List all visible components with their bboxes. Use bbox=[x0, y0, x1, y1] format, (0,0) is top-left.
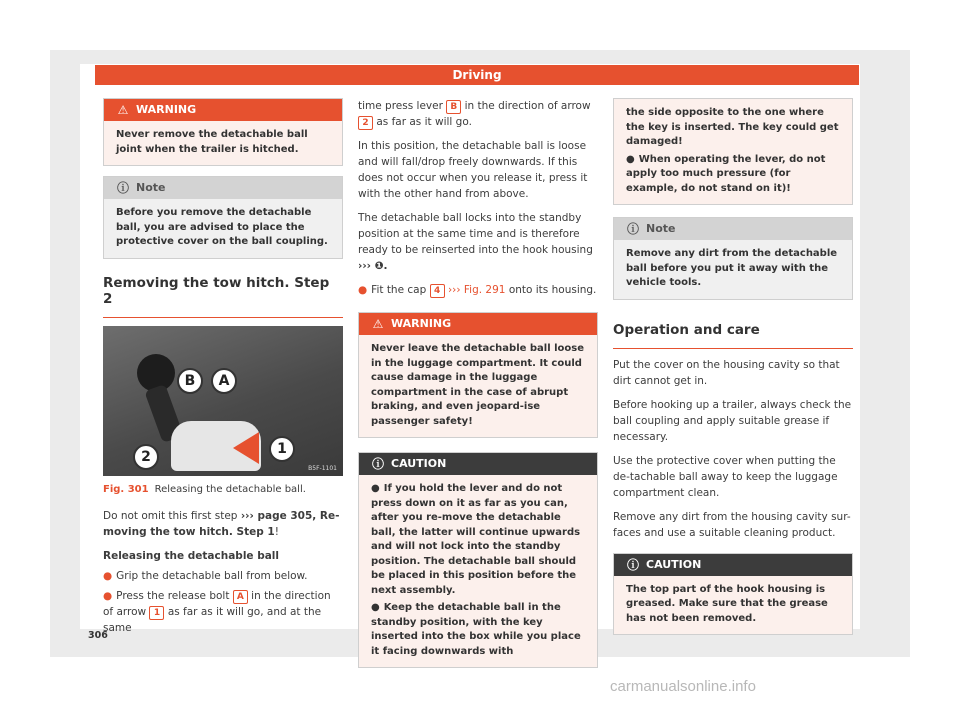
section-header: Driving bbox=[95, 65, 859, 85]
paragraph: Put the cover on the housing cavity so that dirt cannot get in. bbox=[613, 358, 840, 387]
section-heading: Operation and care bbox=[613, 322, 853, 349]
paragraph bbox=[358, 210, 598, 274]
caution-item-text: If you hold the lever and do not press down on it as far as you can, after you re-move the detachable ball, the latter will continue upwards and will not lock into the standby position. The detachable ball should be placed in this position before the next assembly. bbox=[371, 483, 581, 596]
warning-header bbox=[104, 99, 342, 121]
paragraph-text: The detachable ball locks into the standby position at the same time and is therefore ready to be reinserted into the hook housing bbox=[358, 212, 593, 256]
warning-text: Never remove the detachable ball joint when the trailer is hitched. bbox=[116, 129, 308, 155]
caution-item-text: Keep the detachable ball in the standby position, with the key inserted into the box while you place it facing downwards with bbox=[371, 602, 581, 657]
info-icon: ⓘ bbox=[116, 181, 129, 195]
caution-item bbox=[626, 153, 842, 197]
label-badge: A bbox=[233, 590, 248, 604]
bullet-item bbox=[103, 568, 343, 584]
cross-reference-link[interactable]: ››› ❶. bbox=[358, 260, 388, 272]
warning-triangle-icon: ⚠ bbox=[372, 317, 384, 331]
bullet-text: Grip the detachable ball from below. bbox=[116, 569, 308, 582]
paragraph-text: ! bbox=[274, 525, 279, 538]
cross-reference-link[interactable]: ››› Fig. 291 bbox=[447, 284, 506, 296]
caution-text: The top part of the hook housing is greased. Make sure that the grease has not been removed. bbox=[626, 583, 828, 624]
figure-number: Fig. 301 bbox=[103, 483, 149, 495]
cross-reference-link[interactable]: ››› page 305, Re-moving the tow hitch. Step 1 bbox=[103, 509, 340, 538]
bullet-text: Fit the cap bbox=[371, 284, 427, 296]
bullet-item bbox=[103, 588, 343, 636]
column-2 bbox=[358, 98, 598, 678]
caution-item bbox=[371, 601, 587, 659]
figure-label-1: 1 bbox=[269, 436, 295, 462]
caution-title: CAUTION bbox=[391, 457, 447, 470]
paragraph: In this position, the detachable ball is loose and will fall/drop freely downwards. If this does not occur when you release it, press it with the other hand from above. bbox=[358, 140, 588, 200]
bullet-item bbox=[358, 282, 598, 298]
note-header bbox=[614, 218, 852, 240]
caution-circle-icon: ⓘ bbox=[371, 457, 384, 471]
paragraph bbox=[358, 98, 598, 130]
note-box bbox=[103, 176, 343, 259]
bullet-text: Press the release bolt bbox=[116, 589, 230, 602]
paragraph-text: as far as it will go. bbox=[376, 116, 472, 128]
info-icon: ⓘ bbox=[626, 222, 639, 236]
note-title: Note bbox=[136, 181, 166, 194]
figure-image bbox=[103, 326, 343, 476]
caution-body bbox=[614, 99, 852, 204]
note-title: Note bbox=[646, 222, 676, 235]
bullet-text: as far as it will go, and at the same bbox=[103, 605, 322, 634]
note-box bbox=[613, 217, 853, 300]
warning-box bbox=[103, 98, 343, 166]
bullet-icon: ● bbox=[371, 602, 380, 613]
watermark: carmanualsonline.info bbox=[610, 678, 756, 695]
page-number: 306 bbox=[88, 630, 108, 641]
figure-label-2: 2 bbox=[133, 444, 159, 470]
column-3 bbox=[613, 98, 853, 645]
warning-header bbox=[359, 313, 597, 335]
bullet-icon: ● bbox=[103, 589, 113, 602]
caution-header bbox=[614, 554, 852, 576]
figure-caption bbox=[103, 484, 343, 496]
section-heading: Removing the tow hitch. Step 2 bbox=[103, 275, 343, 318]
figure-label-b: B bbox=[177, 368, 203, 394]
bullet-icon: ● bbox=[103, 569, 113, 582]
label-badge: B bbox=[446, 100, 461, 114]
figure-caption-text: Releasing the detachable ball. bbox=[154, 483, 306, 495]
bullet-icon: ● bbox=[358, 284, 368, 296]
paragraph: Before hooking up a trailer, always check the ball coupling and apply suitable grease if necessary. bbox=[613, 398, 852, 443]
caution-box bbox=[358, 452, 598, 668]
paragraph-text: in the direction of arrow bbox=[464, 100, 591, 112]
caution-title: CAUTION bbox=[646, 557, 702, 571]
paragraph: Use the protective cover when putting the de-tachable ball away to keep the luggage compartment clean. bbox=[613, 454, 838, 499]
warning-title: WARNING bbox=[391, 317, 452, 330]
caution-body bbox=[359, 475, 597, 667]
note-header bbox=[104, 177, 342, 199]
paragraph: Remove any dirt from the housing cavity sur-faces and use a suitable cleaning product. bbox=[613, 510, 851, 539]
note-text: Before you remove the detachable ball, you are advised to place the protective cover on the ball coupling. bbox=[116, 207, 328, 247]
caution-box bbox=[613, 553, 853, 636]
label-badge: 4 bbox=[430, 284, 445, 298]
caution-item-text: When operating the lever, do not apply too much pressure (for example, do not stand on it)! bbox=[626, 153, 826, 194]
bullet-icon: ● bbox=[626, 153, 635, 165]
paragraph bbox=[103, 508, 343, 540]
caution-header bbox=[359, 453, 597, 475]
caution-continued-box bbox=[613, 98, 853, 205]
caution-item bbox=[371, 482, 587, 598]
subheading: Releasing the detachable ball bbox=[103, 549, 279, 562]
paragraph-text: time press lever bbox=[358, 100, 443, 112]
label-badge: 2 bbox=[358, 116, 373, 130]
arrow-1-graphic bbox=[233, 432, 259, 464]
note-text: Remove any dirt from the detachable ball before you put it away with the vehicle tools. bbox=[626, 248, 838, 288]
label-badge: 1 bbox=[149, 606, 164, 620]
warning-box bbox=[358, 312, 598, 438]
warning-title: WARNING bbox=[136, 103, 197, 116]
caution-continued-text: the side opposite to the one where the key is inserted. The key could get damaged! bbox=[626, 107, 839, 147]
warning-text: Never leave the detachable ball loose in the luggage compartment. It could cause damage in the luggage compartment in the case of abrupt braking, and even jeopard-ise passenger safety! bbox=[371, 343, 585, 427]
caution-circle-icon: ⓘ bbox=[626, 557, 639, 572]
warning-triangle-icon: ⚠ bbox=[117, 103, 129, 117]
figure-code: B5F-1101 bbox=[308, 464, 337, 472]
bullet-text: in the direction of arrow bbox=[103, 589, 331, 618]
column-1 bbox=[103, 98, 343, 636]
bullet-text: onto its housing. bbox=[508, 284, 597, 296]
figure-label-a: A bbox=[211, 368, 237, 394]
paragraph-text: Do not omit this first step bbox=[103, 509, 238, 522]
bullet-icon: ● bbox=[371, 483, 380, 494]
